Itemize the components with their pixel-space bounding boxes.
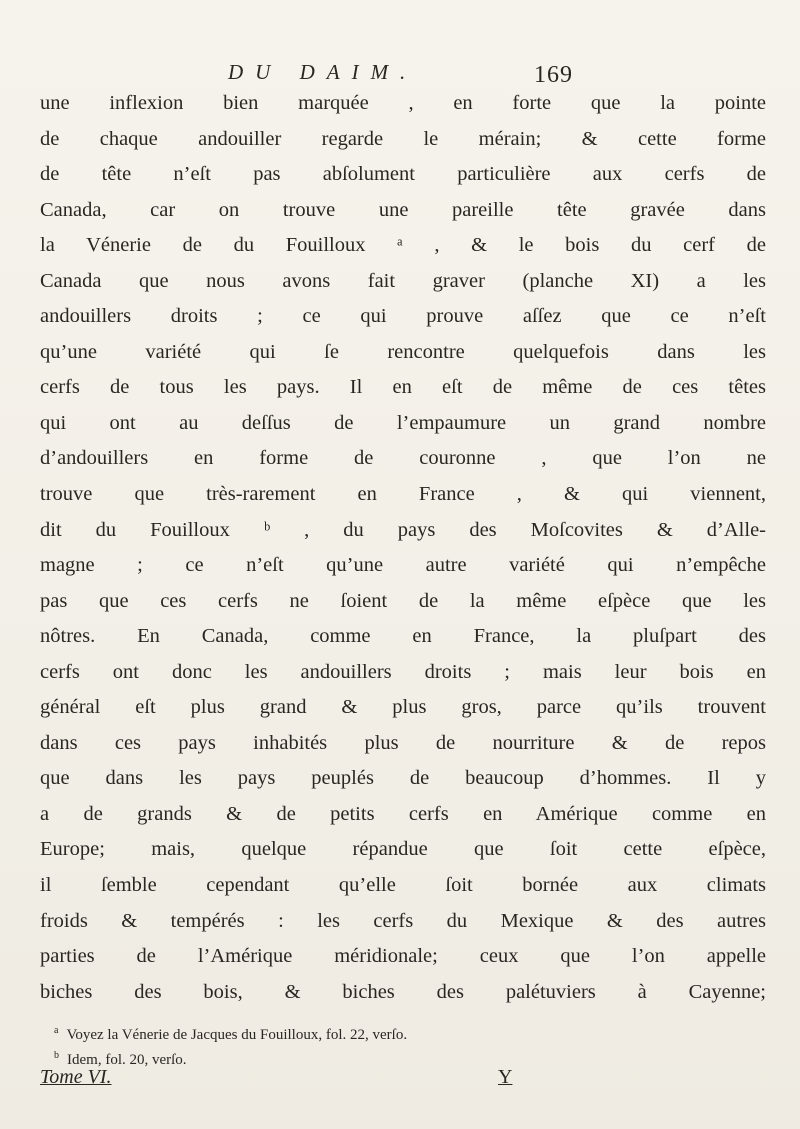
footnote: [40, 1018, 760, 1043]
running-title: DU DAIM.: [228, 60, 418, 84]
text-line: magne ; ce n’eſt qu’une autre variété qui n’empêche: [40, 554, 766, 577]
footnote-mark: b: [54, 1050, 59, 1061]
text-line: froids & tempérés : les cerfs du Mexique & des autres: [40, 909, 766, 932]
text-line: général eſt plus grand & plus gros, parce qu’ils trouvent: [40, 696, 766, 719]
text-line: pas que ces cerfs ne ſoient de la même eſpèce que les: [40, 589, 766, 612]
text-line: une inflexion bien marquée , en forte que la pointe: [40, 92, 766, 114]
text-line: cerfs ont donc les andouillers droits ; mais leur bois en: [40, 660, 766, 683]
text-line: de tête n’eſt pas abſolument particulière aux cerfs de: [40, 163, 766, 186]
footnote-text: Voyez la Vénerie de Jacques du Fouilloux, fol. 22, verſo.: [66, 1027, 408, 1043]
text-line: d’andouillers en forme de couronne , que l’on ne: [40, 447, 766, 470]
body-text: [40, 86, 766, 1010]
text-line: nôtres. En Canada, comme en France, la pluſpart des: [40, 625, 766, 648]
text-line: dit du Fouilloux ᵇ , du pays des Moſcovites & d’Alle-: [40, 518, 766, 541]
text-line: dans ces pays inhabités plus de nourriture & de repos: [40, 731, 766, 754]
text-line: la Vénerie de du Fouilloux ᵃ , & le bois du cerf de: [40, 234, 766, 257]
text-line: Europe; mais, quelque répandue que ſoit cette eſpèce,: [40, 838, 766, 861]
text-line: biches des bois, & biches des palétuviers à Cayenne;: [40, 980, 766, 1003]
page-number: 169: [534, 62, 573, 88]
volume-label: Tome VI.: [40, 1066, 112, 1088]
text-line: cerfs de tous les pays. Il en eſt de même de ces têtes: [40, 376, 766, 399]
text-line: qu’une variété qui ſe rencontre quelquefois dans les: [40, 340, 766, 363]
text-line: a de grands & de petits cerfs en Amérique comme en: [40, 802, 766, 825]
text-line: parties de l’Amérique méridionale; ceux que l’on appelle: [40, 945, 766, 968]
signature-mark: Y: [498, 1066, 513, 1088]
text-line: que dans les pays peuplés de beaucoup d’hommes. Il y: [40, 767, 766, 790]
text-line: trouve que très-rarement en France , & qui viennent,: [40, 483, 766, 506]
footnote-text: Idem, fol. 20, verſo.: [67, 1052, 187, 1068]
page-footer: [40, 1066, 766, 1096]
footnote: [40, 1043, 760, 1068]
footnote-mark: a: [54, 1025, 59, 1036]
text-line: il ſemble cependant qu’elle ſoit bornée aux climats: [40, 874, 766, 897]
text-line: qui ont au deſſus de l’empaumure un grand nombre: [40, 411, 766, 434]
text-line: Canada, car on trouve une pareille tête gravée dans: [40, 198, 766, 221]
text-line: de chaque andouiller regarde le mérain; & cette forme: [40, 127, 766, 150]
text-line: andouillers droits ; ce qui prouve aſſez que ce n’eſt: [40, 305, 766, 328]
text-line: Canada que nous avons fait graver (planche XI) a les: [40, 269, 766, 292]
footnotes: [40, 1018, 760, 1068]
